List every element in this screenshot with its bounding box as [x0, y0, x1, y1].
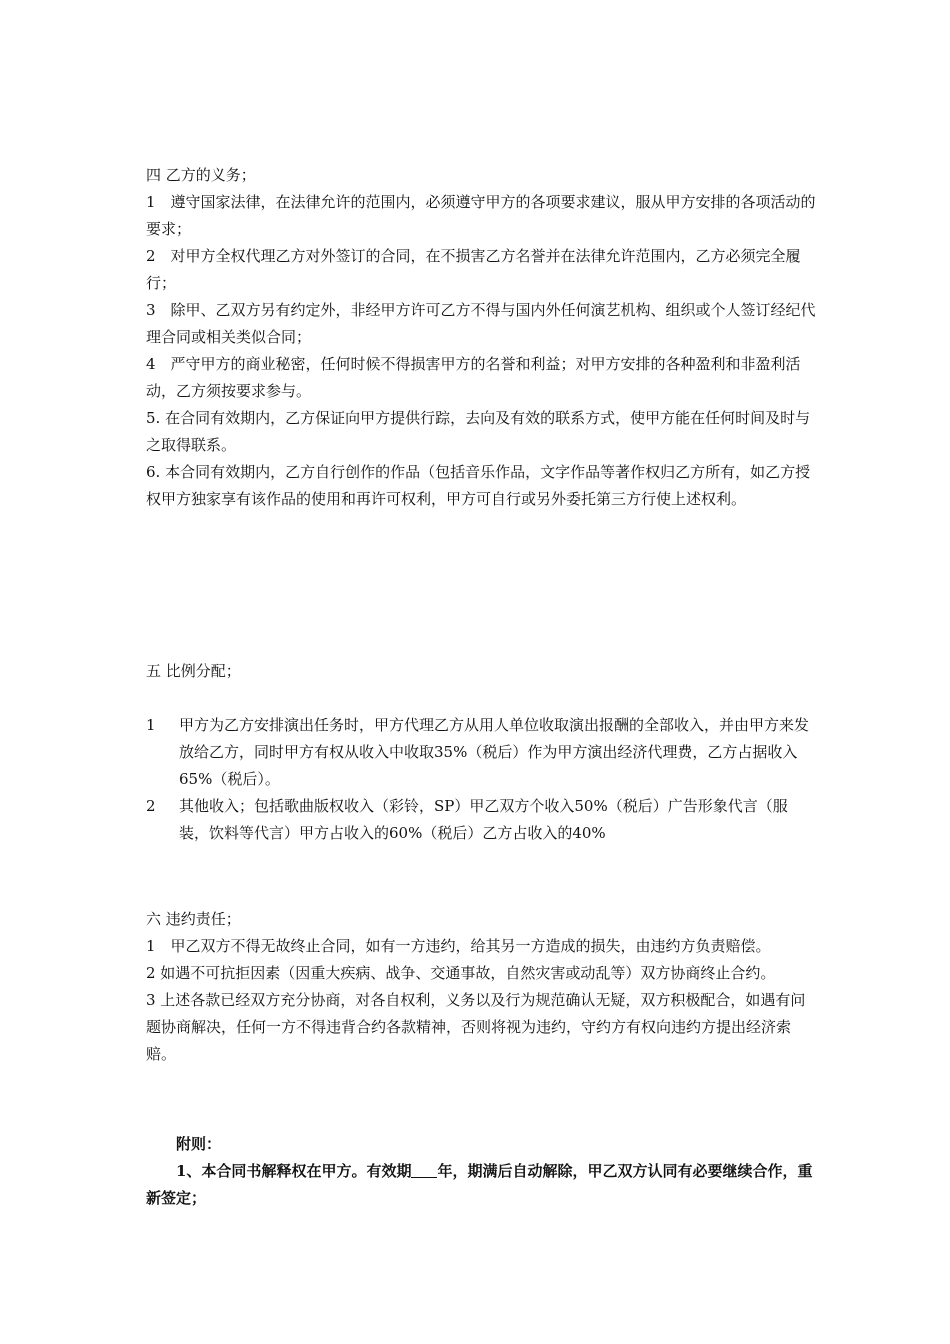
section-heading: 五 比例分配；: [146, 662, 241, 680]
section-breach-liability: [146, 906, 816, 1068]
clause-number: 2: [146, 797, 156, 815]
validity-years-blank: [411, 1161, 437, 1178]
section-party-b-obligations: [146, 162, 816, 513]
clause-item: 1 遵守国家法律，在法律允许的范围内，必须遵守甲方的各项要求建议，服从甲方安排的各项活动的要求；: [146, 193, 816, 238]
appendix-clause-start: 1、本合同书解释权在甲方。有效期: [176, 1162, 412, 1180]
appendix-heading: 附则：: [176, 1135, 222, 1153]
clause-item: 4 严守甲方的商业秘密，任何时候不得损害甲方的名誉和利益；对甲方安排的各种盈利和非盈利活动，乙方须按要求参与。: [146, 355, 801, 400]
clause-item: 3 除甲、乙双方另有约定外，非经甲方许可乙方不得与国内外任何演艺机构、组织或个人签订经纪代理合同或相关类似合同；: [146, 301, 816, 346]
section-heading: 六 违约责任；: [146, 910, 241, 928]
section-heading: 四 乙方的义务；: [146, 166, 256, 184]
clause-item: 1 甲乙双方不得无故终止合同，如有一方违约，给其另一方造成的损失，由违约方负责赔偿。: [146, 937, 771, 955]
clause-text: 甲方为乙方安排演出任务时，甲方代理乙方从用人单位收取演出报酬的全部收入，并由甲方来发放给乙方，同时甲方有权从收入中收取35%（税后）作为甲方演出经济代理费，乙方占据收入65%（税后）。: [179, 716, 810, 788]
clause-item: 6. 本合同有效期内，乙方自行创作的作品（包括音乐作品，文字作品等著作权归乙方所有，如乙方授权甲方独家享有该作品的使用和再许可权利，甲方可自行或另外委托第三方行使上述权利。: [146, 463, 811, 508]
clause-text: 其他收入；包括歌曲版权收入（彩铃，SP）甲乙双方个收入50%（税后）广告形象代言（服装，饮料等代言）甲方占收入的60%（税后）乙方占收入的40%: [179, 797, 788, 842]
appendix-clause-end: 年，期满后自动解除，甲乙双方认同有必要继续合作，重新签定；: [146, 1162, 813, 1207]
clause-item: 5. 在合同有效期内，乙方保证向甲方提供行踪，去向及有效的联系方式，使甲方能在任何时间及时与之取得联系。: [146, 409, 811, 454]
appendix-clause: [146, 1158, 816, 1212]
section-appendix: [146, 1131, 816, 1212]
clause-item: 3 上述各款已经双方充分协商，对各自权利，义务以及行为规范确认无疑，双方积极配合，如遇有问题协商解决，任何一方不得违背合约各款精神，否则将视为违约，守约方有权向违约方提出经济索赔。: [146, 991, 806, 1063]
clause-item: [146, 793, 816, 847]
clause-item: 2 如遇不可抗拒因素（因重大疾病、战争、交通事故，自然灾害或动乱等）双方协商终止合约。: [146, 964, 776, 982]
clause-item: [146, 712, 816, 793]
clause-number: 1: [146, 716, 156, 734]
clause-item: 2 对甲方全权代理乙方对外签订的合同，在不损害乙方名誉并在法律允许范围内，乙方必须完全履行；: [146, 247, 801, 292]
section-revenue-split: [146, 658, 816, 847]
